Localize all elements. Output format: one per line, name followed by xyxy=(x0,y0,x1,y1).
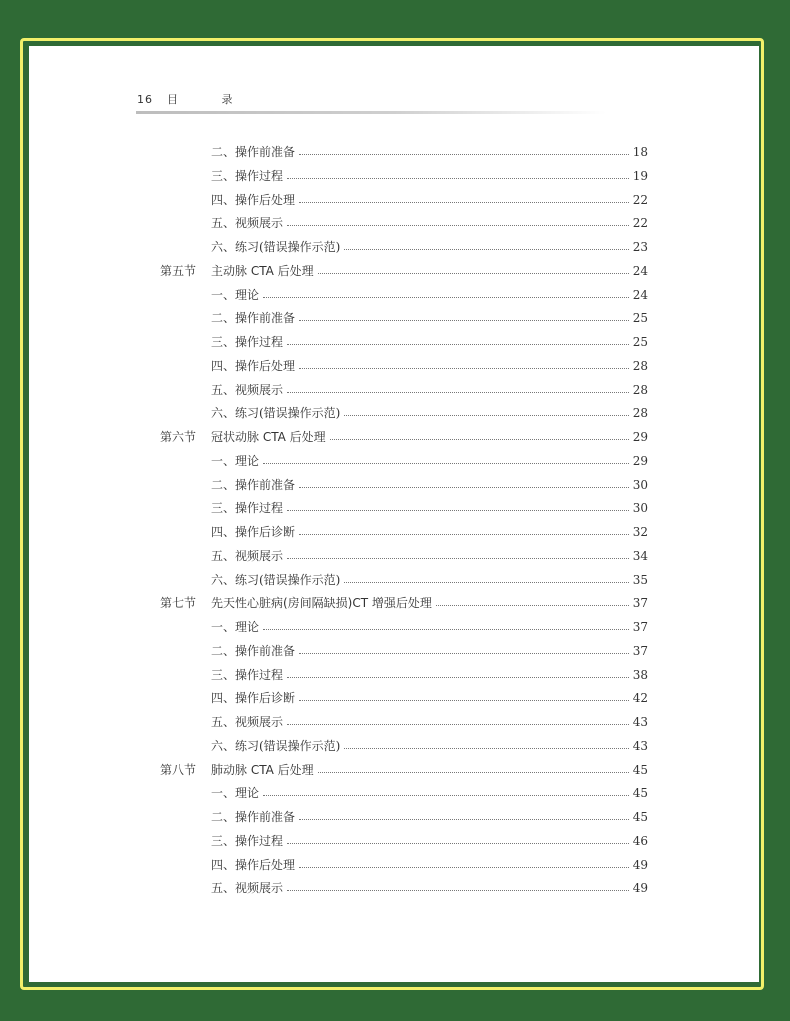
toc-entry-label: 二、操作前准备 xyxy=(211,641,297,661)
toc-entry-label: 三、操作过程 xyxy=(211,665,285,685)
toc-entry-label: 二、操作前准备 xyxy=(211,807,297,827)
toc-page-number: 22 xyxy=(631,213,648,233)
toc-item-row[interactable] xyxy=(29,403,759,423)
toc-entry-label: 四、操作后处理 xyxy=(211,356,297,376)
toc-item-row[interactable] xyxy=(29,522,759,542)
toc-leader-dots xyxy=(287,558,629,559)
toc-page-number: 43 xyxy=(631,712,648,732)
toc-item-row[interactable] xyxy=(29,712,759,732)
toc-entry-label: 主动脉 CTA 后处理 xyxy=(211,261,316,281)
toc-entry-label: 六、练习(错误操作示范) xyxy=(211,237,342,257)
toc-entry-label: 冠状动脉 CTA 后处理 xyxy=(211,427,328,447)
toc-leader-dots xyxy=(263,297,629,298)
toc-item-row[interactable] xyxy=(29,332,759,352)
toc-section-row[interactable] xyxy=(29,427,759,447)
toc-leader-dots xyxy=(318,273,629,274)
toc-leader-dots xyxy=(344,249,629,250)
toc-leader-dots xyxy=(299,534,629,535)
toc-entry-label: 六、练习(错误操作示范) xyxy=(211,736,342,756)
toc-page-number: 24 xyxy=(631,285,648,305)
toc-item-row[interactable] xyxy=(29,807,759,827)
running-header xyxy=(137,91,253,107)
toc-item-row[interactable] xyxy=(29,546,759,566)
toc-page-number: 23 xyxy=(631,237,648,257)
toc-entry-label: 五、视频展示 xyxy=(211,213,285,233)
toc-page-number: 29 xyxy=(631,451,648,471)
document-page xyxy=(29,46,759,982)
toc-section-row[interactable] xyxy=(29,760,759,780)
toc-leader-dots xyxy=(330,439,629,440)
toc-item-row[interactable] xyxy=(29,285,759,305)
header-title: 目 录 xyxy=(167,93,253,106)
toc-leader-dots xyxy=(287,890,629,891)
toc-page-number: 42 xyxy=(631,688,648,708)
toc-entry-label: 二、操作前准备 xyxy=(211,142,297,162)
toc-item-row[interactable] xyxy=(29,237,759,257)
toc-page-number: 29 xyxy=(631,427,648,447)
toc-page-number: 24 xyxy=(631,261,648,281)
toc-leader-dots xyxy=(344,582,629,583)
toc-item-row[interactable] xyxy=(29,878,759,898)
toc-leader-dots xyxy=(263,463,629,464)
toc-entry-label: 三、操作过程 xyxy=(211,498,285,518)
toc-entry-label: 一、理论 xyxy=(211,783,261,803)
toc-leader-dots xyxy=(299,154,629,155)
toc-item-row[interactable] xyxy=(29,475,759,495)
toc-item-row[interactable] xyxy=(29,451,759,471)
toc-page-number: 34 xyxy=(631,546,648,566)
toc-section-row[interactable] xyxy=(29,261,759,281)
toc-entry-label: 四、操作后诊断 xyxy=(211,688,297,708)
toc-entry-label: 四、操作后处理 xyxy=(211,855,297,875)
toc-page-number: 32 xyxy=(631,522,648,542)
toc-page-number: 46 xyxy=(631,831,648,851)
toc-item-row[interactable] xyxy=(29,855,759,875)
toc-item-row[interactable] xyxy=(29,190,759,210)
toc-page-number: 38 xyxy=(631,665,648,685)
toc-page-number: 37 xyxy=(631,593,648,613)
toc-item-row[interactable] xyxy=(29,831,759,851)
toc-entry-label: 一、理论 xyxy=(211,617,261,637)
toc-leader-dots xyxy=(263,795,629,796)
toc-page-number: 30 xyxy=(631,498,648,518)
toc-entry-label: 五、视频展示 xyxy=(211,878,285,898)
toc-page-number: 22 xyxy=(631,190,648,210)
toc-page-number: 45 xyxy=(631,760,648,780)
toc-leader-dots xyxy=(287,724,629,725)
toc-item-row[interactable] xyxy=(29,213,759,233)
toc-entry-label: 五、视频展示 xyxy=(211,380,285,400)
toc-entry-label: 三、操作过程 xyxy=(211,332,285,352)
toc-leader-dots xyxy=(299,867,629,868)
toc-page-number: 35 xyxy=(631,570,648,590)
toc-entry-label: 二、操作前准备 xyxy=(211,475,297,495)
toc-section-number: 第五节 xyxy=(160,263,197,278)
toc-page-number: 25 xyxy=(631,308,648,328)
toc-item-row[interactable] xyxy=(29,617,759,637)
toc-leader-dots xyxy=(344,748,629,749)
toc-leader-dots xyxy=(344,415,629,416)
toc-entry-label: 一、理论 xyxy=(211,285,261,305)
toc-entry-label: 四、操作后处理 xyxy=(211,190,297,210)
toc-item-row[interactable] xyxy=(29,380,759,400)
toc-item-row[interactable] xyxy=(29,570,759,590)
toc-leader-dots xyxy=(287,178,629,179)
toc-page-number: 45 xyxy=(631,807,648,827)
toc-item-row[interactable] xyxy=(29,688,759,708)
header-page-number: 16 xyxy=(137,92,153,106)
toc-section-row[interactable] xyxy=(29,593,759,613)
toc-item-row[interactable] xyxy=(29,641,759,661)
toc-leader-dots xyxy=(318,772,629,773)
toc-page-number: 49 xyxy=(631,855,648,875)
toc-item-row[interactable] xyxy=(29,166,759,186)
toc-page-number: 30 xyxy=(631,475,648,495)
toc-page-number: 37 xyxy=(631,641,648,661)
toc-page-number: 25 xyxy=(631,332,648,352)
toc-leader-dots xyxy=(299,487,629,488)
toc-section-number: 第六节 xyxy=(160,430,197,444)
toc-section-number: 第八节 xyxy=(160,762,197,777)
toc-leader-dots xyxy=(287,677,629,678)
toc-entry-label: 五、视频展示 xyxy=(211,712,285,732)
toc-entry-label: 三、操作过程 xyxy=(211,831,285,851)
toc-page-number: 37 xyxy=(631,617,648,637)
toc-item-row[interactable] xyxy=(29,665,759,685)
toc-entry-label: 六、练习(错误操作示范) xyxy=(211,403,342,423)
toc-page-number: 28 xyxy=(631,380,648,400)
toc-leader-dots xyxy=(287,225,629,226)
toc-page-number: 19 xyxy=(631,166,648,186)
toc-leader-dots xyxy=(299,653,629,654)
toc-entry-label: 五、视频展示 xyxy=(211,546,285,566)
toc-item-row[interactable] xyxy=(29,308,759,328)
toc-item-row[interactable] xyxy=(29,142,759,162)
toc-entry-label: 三、操作过程 xyxy=(211,166,285,186)
toc-page-number: 18 xyxy=(631,142,648,162)
toc-item-row[interactable] xyxy=(29,498,759,518)
toc-leader-dots xyxy=(299,368,629,369)
toc-page-number: 28 xyxy=(631,403,648,423)
toc-leader-dots xyxy=(299,819,629,820)
toc-entry-label: 肺动脉 CTA 后处理 xyxy=(211,760,316,780)
toc-entry-label: 先天性心脏病(房间隔缺损)CT 增强后处理 xyxy=(211,593,434,613)
toc-entry-label: 一、理论 xyxy=(211,451,261,471)
toc-item-row[interactable] xyxy=(29,736,759,756)
toc-leader-dots xyxy=(287,510,629,511)
toc-page-number: 43 xyxy=(631,736,648,756)
toc-leader-dots xyxy=(299,700,629,701)
toc-entry-label: 六、练习(错误操作示范) xyxy=(211,570,342,590)
toc-leader-dots xyxy=(263,629,629,630)
header-rule xyxy=(136,111,606,114)
toc-entry-label: 四、操作后诊断 xyxy=(211,522,297,542)
toc-page-number: 45 xyxy=(631,783,648,803)
toc-leader-dots xyxy=(299,202,629,203)
toc-leader-dots xyxy=(299,320,629,321)
toc-leader-dots xyxy=(436,605,629,606)
toc-item-row[interactable] xyxy=(29,356,759,376)
toc-item-row[interactable] xyxy=(29,783,759,803)
toc-leader-dots xyxy=(287,843,629,844)
toc-leader-dots xyxy=(287,344,629,345)
toc-entry-label: 二、操作前准备 xyxy=(211,308,297,328)
toc-section-number: 第七节 xyxy=(160,596,197,611)
toc-leader-dots xyxy=(287,392,629,393)
toc-page-number: 28 xyxy=(631,356,648,376)
toc-page-number: 49 xyxy=(631,878,648,898)
